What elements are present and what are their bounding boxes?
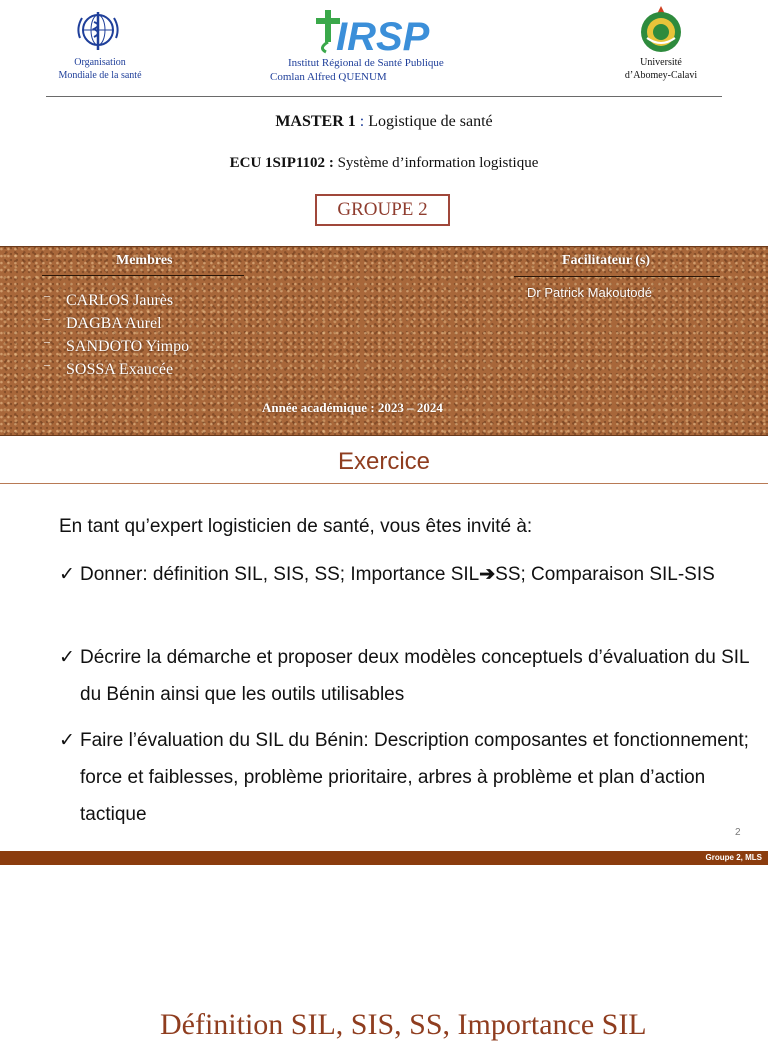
title-divider (0, 483, 768, 484)
ecu-code: ECU 1SIP1102 (229, 155, 326, 171)
who-line-2: Mondiale de la santé (58, 70, 142, 81)
master-line (0, 113, 768, 131)
ecu-line (0, 155, 768, 172)
slide-intro: En tant qu’expert logisticien de santé, vous êtes invité à: (59, 516, 533, 537)
membres-heading: Membres (116, 253, 173, 268)
who-caption (40, 56, 160, 82)
ecu-title: Système d’information logistique (337, 155, 539, 171)
bullet-item (59, 556, 749, 593)
who-logo (72, 8, 124, 54)
master-colon: : (355, 113, 369, 130)
checkmark-icon: ✓ (59, 564, 75, 585)
master-program: Logistique de santé (368, 113, 493, 130)
bullet-item (59, 722, 749, 833)
groupe-label: GROUPE 2 (315, 194, 450, 226)
irsp-caption (270, 56, 490, 84)
uac-caption (606, 56, 716, 82)
header-divider (46, 96, 722, 97)
checkmark-icon: ✓ (59, 647, 75, 668)
uac-line-2: d’Abomey-Calavi (624, 70, 698, 81)
member-name: SOSSA Exaucée (66, 361, 174, 378)
irsp-logo (312, 8, 457, 54)
dash-bullet: – (44, 357, 50, 371)
academic-year: Année académique : 2023 – 2024 (262, 400, 443, 415)
bullet-text-part-b: SS; Comparaison SIL-SIS (495, 564, 715, 585)
bullet-text: Décrire la démarche et proposer deux modèles conceptuels d’évaluation du SIL du Bénin ainsi que les outils utilisables (80, 647, 749, 705)
member-item (44, 358, 189, 381)
who-line-1: Organisation (74, 57, 126, 68)
arrow-right-icon: ➔ (479, 564, 496, 585)
dash-bullet: – (44, 311, 50, 325)
bullet-text: Faire l’évaluation du SIL du Bénin: Description composantes et fonctionnement; force et faiblesses, problème prioritaire, arbres à problème et plan d’action tactique (80, 730, 749, 825)
master-label: MASTER 1 (275, 113, 356, 130)
members-list (44, 289, 189, 381)
uac-line-1: Université (640, 57, 682, 68)
slide-title: Exercice (337, 448, 431, 475)
member-name: SANDOTO Yimpo (66, 338, 190, 355)
checkmark-icon: ✓ (59, 730, 75, 751)
facilitateur-name: Dr Patrick Makoutodé (527, 285, 652, 300)
bullet-item (59, 639, 749, 713)
facilitateur-heading: Facilitateur (s) (562, 253, 650, 268)
member-name: DAGBA Aurel (66, 315, 162, 332)
member-item (44, 289, 189, 312)
page-number: 2 (735, 827, 741, 838)
irsp-line-2: Comlan Alfred QUENUM (270, 71, 387, 83)
uac-logo (636, 2, 686, 54)
ecu-colon: : (325, 155, 338, 171)
dash-bullet: – (44, 288, 50, 302)
irsp-logo-text: IRSP (336, 15, 430, 54)
member-item (44, 312, 189, 335)
membres-underline (42, 275, 244, 276)
irsp-logo-graphic (312, 8, 457, 54)
members-panel (0, 246, 768, 436)
footer-label: Groupe 2, MLS (705, 853, 762, 862)
facilitateur-underline (514, 276, 720, 277)
bullet-text (59, 556, 749, 593)
dash-bullet: – (44, 334, 50, 348)
bullet-text-part-a: Donner: définition SIL, SIS, SS; Importance SIL (80, 564, 480, 585)
uac-emblem-icon (636, 2, 686, 54)
footer-bar (0, 851, 768, 865)
member-item (44, 335, 189, 358)
next-slide-title: Définition SIL, SIS, SS, Importance SIL (160, 1008, 647, 1041)
member-name: CARLOS Jaurès (66, 292, 174, 309)
who-emblem-icon (72, 8, 124, 54)
irsp-line-1: Institut Régional de Santé Publique (288, 57, 444, 69)
